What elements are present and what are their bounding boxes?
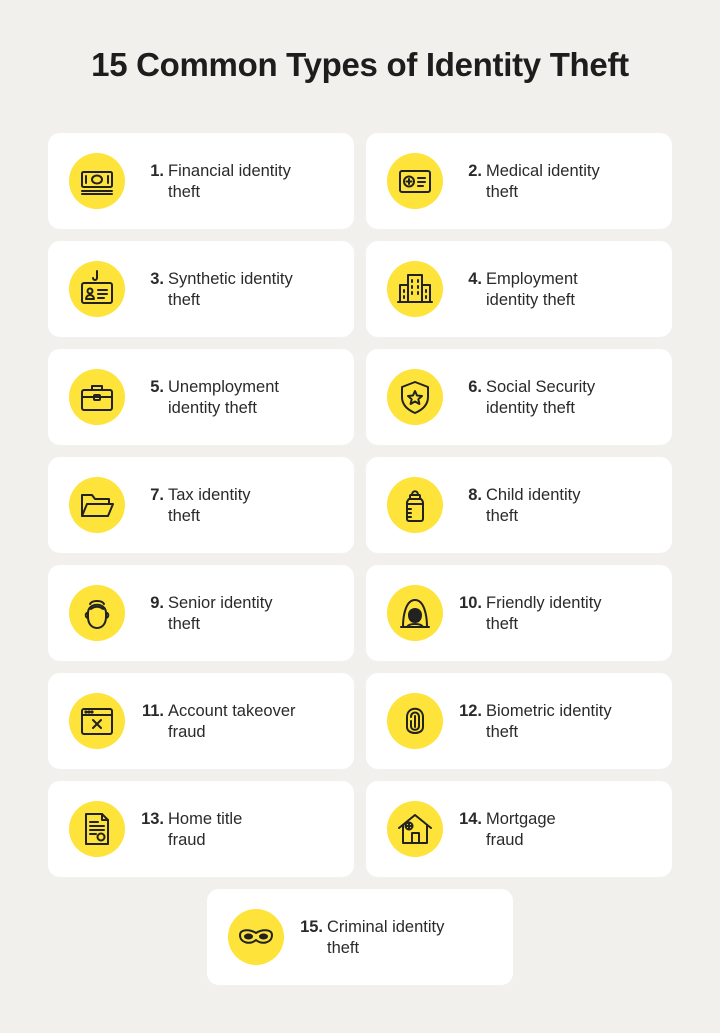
card-label: 12. Biometric identity theft xyxy=(459,702,612,741)
card-medical-identity-theft xyxy=(366,133,672,229)
office-building-icon xyxy=(387,261,443,317)
briefcase-icon xyxy=(69,369,125,425)
card-mortgage-fraud xyxy=(366,781,672,877)
card-label: 9. Senior identity theft xyxy=(150,594,273,633)
baby-bottle-icon xyxy=(387,477,443,533)
card-label: 10. Friendly identity theft xyxy=(459,594,602,633)
card-social-security-identity-theft xyxy=(366,349,672,445)
money-bill-icon xyxy=(69,153,125,209)
card-criminal-identity-theft xyxy=(207,889,513,985)
card-synthetic-identity-theft xyxy=(48,241,354,337)
page-title: 15 Common Types of Identity Theft xyxy=(91,46,629,83)
card-account-takeover-fraud xyxy=(48,673,354,769)
card-label: 7. Tax identity theft xyxy=(150,486,251,525)
card-label: 3. Synthetic identity theft xyxy=(150,270,293,309)
id-badge-hook-icon xyxy=(69,261,125,317)
card-label: 11. Account takeover fraud xyxy=(141,702,296,741)
card-label: 14. Mortgage fraud xyxy=(459,810,556,849)
card-biometric-identity-theft xyxy=(366,673,672,769)
hooded-person-icon xyxy=(387,585,443,641)
fingerprint-icon xyxy=(387,693,443,749)
card-label: 2. Medical identity theft xyxy=(468,162,600,201)
browser-window-x-icon xyxy=(69,693,125,749)
card-home-title-fraud xyxy=(48,781,354,877)
card-label: 4. Employment identity theft xyxy=(468,270,578,309)
eye-mask-icon xyxy=(228,909,284,965)
card-unemployment-identity-theft xyxy=(48,349,354,445)
card-financial-identity-theft xyxy=(48,133,354,229)
medical-card-icon xyxy=(387,153,443,209)
card-label: 15. Criminal identity theft xyxy=(300,918,445,957)
deed-document-icon xyxy=(69,801,125,857)
card-label: 1. Financial identity theft xyxy=(150,162,291,201)
card-label: 8. Child identity theft xyxy=(468,486,581,525)
card-child-identity-theft xyxy=(366,457,672,553)
card-tax-identity-theft xyxy=(48,457,354,553)
card-label: 5. Unemployment identity theft xyxy=(150,378,279,417)
house-icon xyxy=(387,801,443,857)
card-employment-identity-theft xyxy=(366,241,672,337)
card-label: 13. Home title fraud xyxy=(141,810,243,849)
shield-star-icon xyxy=(387,369,443,425)
card-friendly-identity-theft xyxy=(366,565,672,661)
card-senior-identity-theft xyxy=(48,565,354,661)
card-label: 6. Social Security identity theft xyxy=(468,378,596,417)
folder-icon xyxy=(69,477,125,533)
elderly-head-icon xyxy=(69,585,125,641)
